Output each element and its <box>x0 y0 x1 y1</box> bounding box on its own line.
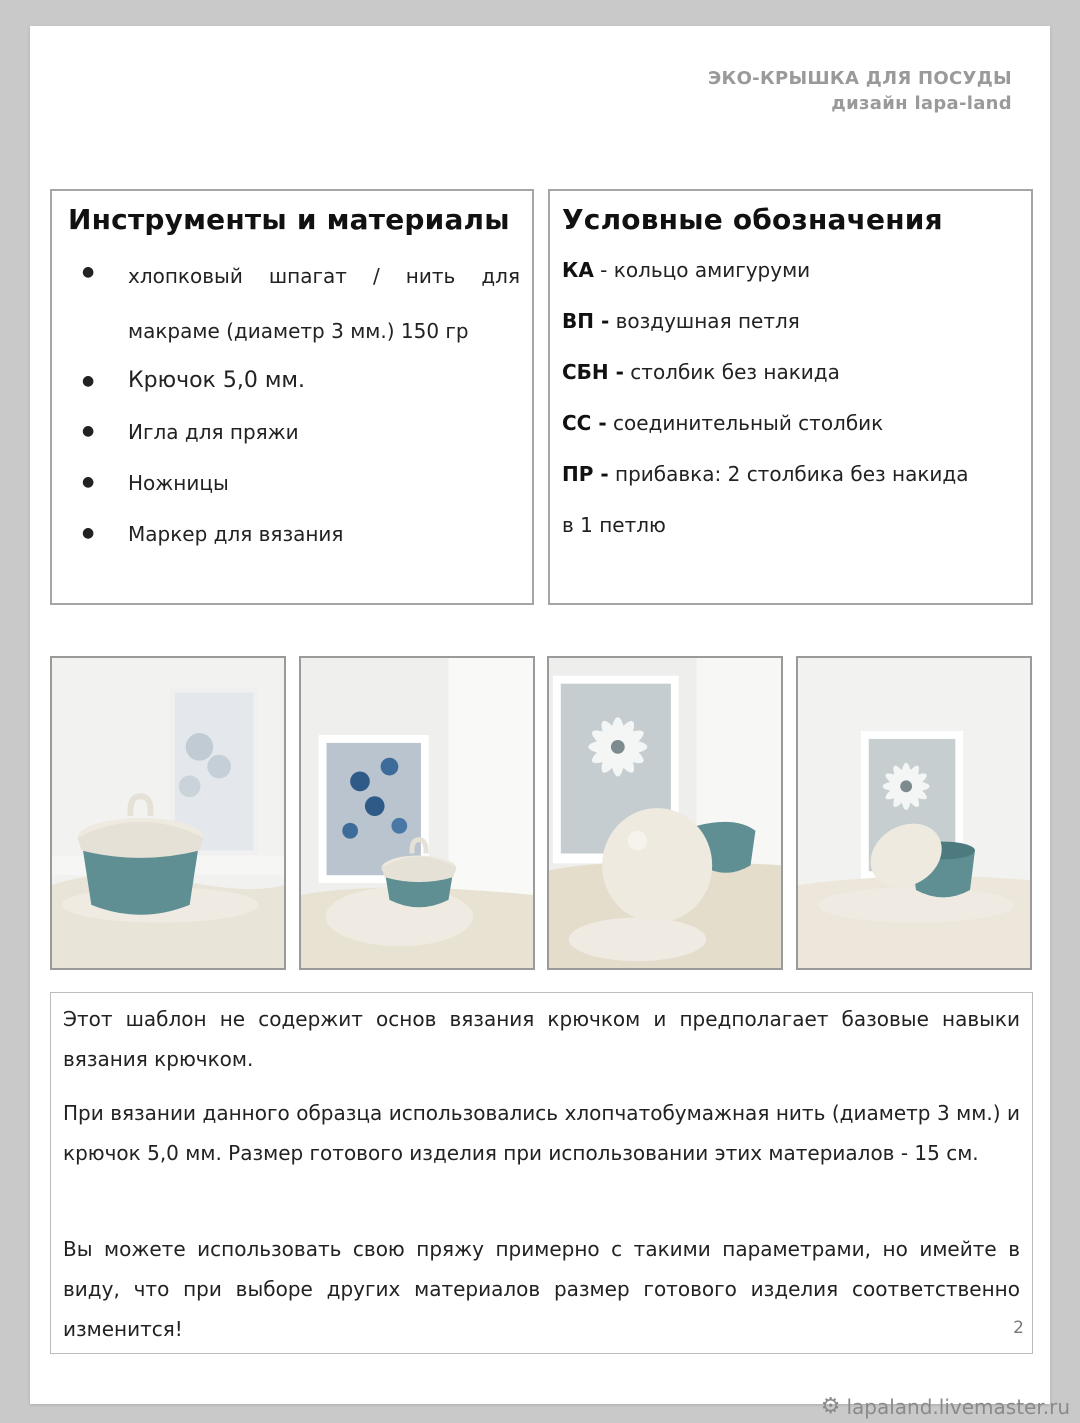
header-title: ЭКО-КРЫШКА ДЛЯ ПОСУДЫ <box>708 68 1012 89</box>
legend-abbr: ВП - <box>562 309 610 333</box>
crochet-lid-open-photo <box>547 656 783 970</box>
crochet-lid-open-photo <box>796 656 1032 970</box>
tools-title: Инструменты и материалы <box>68 203 510 236</box>
tools-list <box>82 251 520 546</box>
tool-item <box>82 522 520 546</box>
legend-desc: прибавка: 2 столбика без накида <box>608 462 969 486</box>
legend-abbr: КА <box>562 258 594 282</box>
crochet-lid-bowl-photo <box>299 656 535 970</box>
legend-abbr: СС - <box>562 411 607 435</box>
header-subtitle: дизайн lapa-land <box>831 93 1012 114</box>
legend-title: Условные обозначения <box>562 203 943 236</box>
tool-item-label-cont: макраме (диаметр 3 мм.) 150 гр <box>128 319 469 343</box>
bullet-icon: ● <box>82 373 95 389</box>
photo-strip <box>50 656 1034 970</box>
page-header <box>708 66 1012 116</box>
legend-row <box>562 258 1021 282</box>
legend-row <box>562 360 1021 384</box>
legend-abbr: ПР - <box>562 462 609 486</box>
gear-icon: ⚙ <box>820 1394 841 1419</box>
legend-desc: столбик без накида <box>623 360 840 384</box>
info-paragraph: Этот шаблон не содержит основ вязания крючком и предполагает базовые навыки вязания крючком. <box>63 1007 1020 1071</box>
tools-box <box>50 189 534 605</box>
legend-desc: - кольцо амигуруми <box>593 258 811 282</box>
tool-item-label: хлопковый шпагат / нить для <box>128 264 520 288</box>
tool-item-label: Маркер для вязания <box>128 522 344 546</box>
page-number: 2 <box>1013 1318 1024 1338</box>
info-box <box>50 992 1033 1354</box>
bullet-icon: ● <box>82 423 95 439</box>
info-paragraph: Вы можете использовать свою пряжу примерно с такими параметрами, но имейте в виду, что при выборе других материалов размер готового изделия соответственно изменится! <box>63 1237 1020 1341</box>
legend-desc: воздушная петля <box>609 309 800 333</box>
crochet-lid-bowl-photo <box>50 656 286 970</box>
legend-row <box>562 309 1021 333</box>
bullet-icon: ● <box>82 264 95 280</box>
tool-item <box>82 420 520 444</box>
bullet-icon: ● <box>82 474 95 490</box>
legend-desc: соединительный столбик <box>606 411 884 435</box>
legend-abbr: СБН - <box>562 360 624 384</box>
tool-item-label: Ножницы <box>128 471 229 495</box>
tool-item-label: Крючок 5,0 мм. <box>128 368 306 393</box>
legend-row <box>562 462 1021 486</box>
watermark <box>821 1394 1070 1419</box>
legend-list <box>562 253 1021 537</box>
bullet-icon: ● <box>82 525 95 541</box>
tool-item-label: Игла для пряжи <box>128 420 299 444</box>
document-page <box>30 26 1050 1404</box>
legend-row <box>562 411 1021 435</box>
tool-item <box>82 368 520 393</box>
legend-box <box>548 189 1033 605</box>
legend-continuation: в 1 петлю <box>562 513 666 537</box>
info-paragraph: При вязании данного образца использовались хлопчатобумажная нить (диаметр 3 мм.) и крючок 5,0 мм. Размер готового изделия при использовании этих материалов - 15 см. <box>63 1101 1020 1165</box>
watermark-text: lapaland.livemaster.ru <box>846 1394 1070 1419</box>
tool-item <box>82 261 520 346</box>
tool-item <box>82 471 520 495</box>
